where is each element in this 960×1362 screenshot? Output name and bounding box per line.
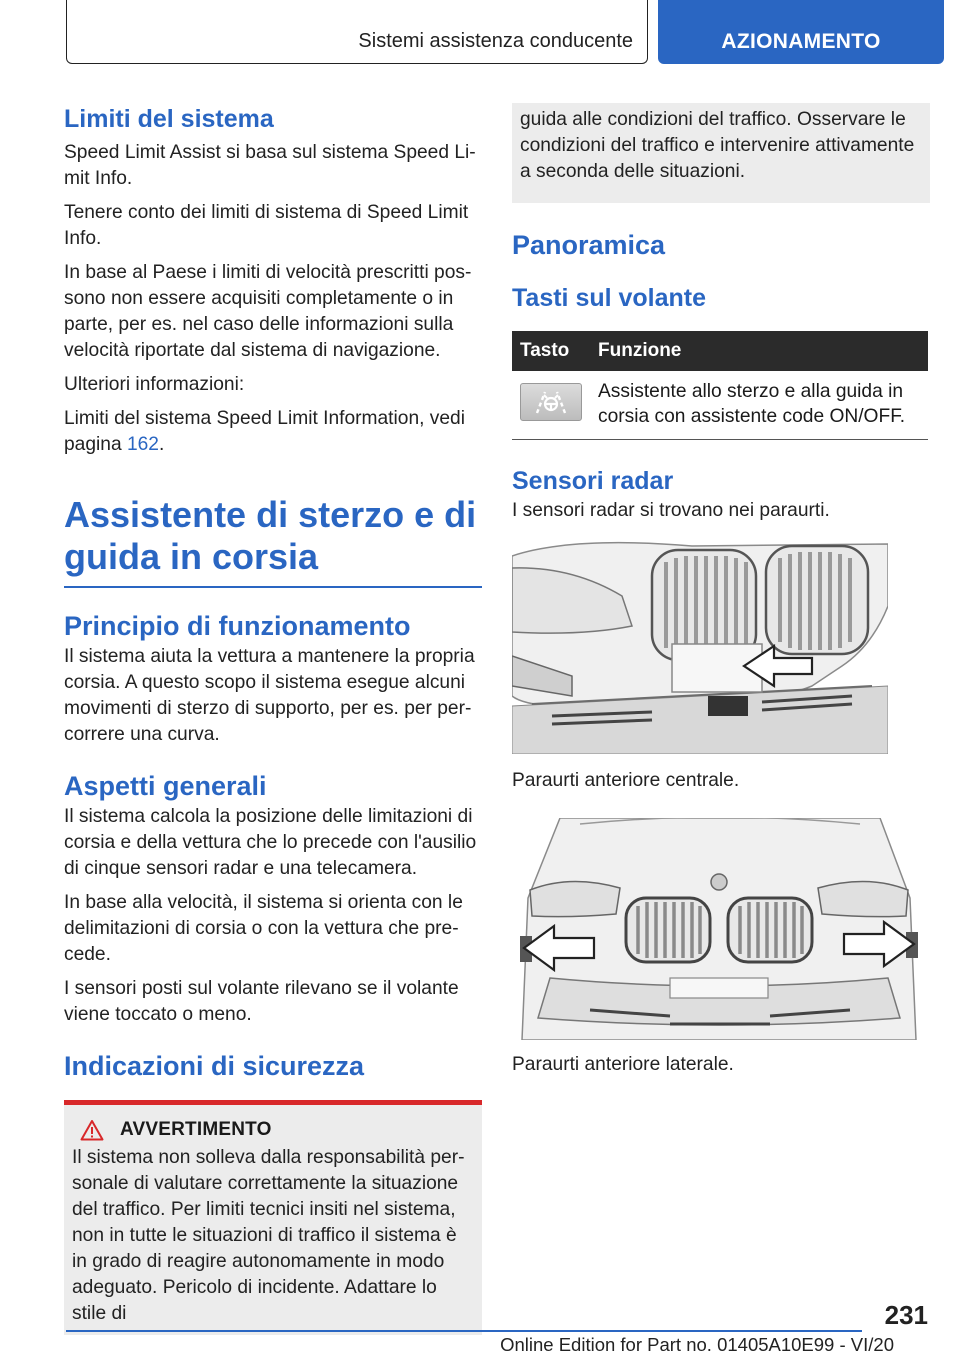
footer-rule xyxy=(66,1330,862,1332)
limits-heading: Limiti del sistema xyxy=(64,105,274,133)
table-row xyxy=(512,371,928,440)
limits-paragraph-3: In base al Paese i limiti di velocità prescritti possono non essere acquisiti completamente o in parte, per es. nel caso delle informazioni sulla velocità riportate dal sistema di navigazione. xyxy=(64,262,472,361)
table-cell-key xyxy=(512,371,590,440)
limits-paragraph-4: Ulteriori informazioni: xyxy=(64,374,245,395)
keys-heading: Tasti sul volante xyxy=(512,284,707,312)
warning-box xyxy=(64,1105,482,1335)
limits-paragraph-1: Speed Limit Assist si basa sul sistema Speed Limit Info. xyxy=(64,142,476,189)
warning-box-continued xyxy=(512,103,930,203)
general-paragraph-1: Il sistema calcola la posizione delle limitazioni di corsia e della vettura che lo precede con l'ausilio di cinque sensori radar e una telecamera. xyxy=(64,805,477,879)
radar-heading: Sensori radar xyxy=(512,467,674,495)
limits-paragraph-5-end: . xyxy=(158,434,165,455)
page-number: 231 xyxy=(884,1300,928,1330)
header-chapter-title: AZIONAMENTO xyxy=(721,30,881,53)
principle-paragraph: Il sistema aiuta la vettura a mantenere la propria corsia. A questo scopo il sistema esegue alcuni movimenti di sterzo di supporto, per es. per percorrere una curva. xyxy=(64,645,475,745)
kidney-grille-left xyxy=(626,898,710,962)
warning-triangle-icon xyxy=(80,1119,104,1141)
radar-paragraph: I sensori radar si trovano nei paraurti. xyxy=(512,500,830,521)
general-paragraph-2: In base alla velocità, il sistema si orienta con le delimitazioni di corsia o con la vettura che precede. xyxy=(64,891,463,965)
keys-table-header-key: Tasto xyxy=(512,331,590,371)
limits-paragraph-2: Tenere conto dei limiti di sistema di Speed Limit Info. xyxy=(64,202,469,249)
kidney-grille-right xyxy=(728,898,812,962)
lane-assist-button-icon xyxy=(520,383,582,421)
keys-table xyxy=(512,331,928,440)
kidney-grille-right xyxy=(766,546,868,654)
warning-text: Il sistema non solleva dalla responsabilità personale di valutare correttamente la situazione del traffico. Per limiti tecnici insiti nel sistema, non in tutte le situazioni di traffico il sistema è in grado di reagire autonomamente in modo adeguato. Pericolo di incidente. Adattare lo stile di xyxy=(72,1146,465,1324)
limits-paragraph-5 xyxy=(64,406,482,458)
footer-edition: Online Edition for Part no. 01405A10E99 - VI/20 xyxy=(500,1334,894,1355)
header-section-tab xyxy=(66,0,648,64)
page-reference-link[interactable]: 162 xyxy=(126,434,159,455)
general-heading: Aspetti generali xyxy=(64,770,267,801)
right-column xyxy=(512,103,930,1078)
caption-center-bumper: Paraurti anteriore centrale. xyxy=(512,770,740,791)
limits-paragraph-5-text: Limiti del sistema Speed Limit Information, vedi pagina xyxy=(64,408,465,455)
warning-header xyxy=(80,1119,474,1141)
lane-assist-symbol-icon xyxy=(531,389,571,415)
principle-heading: Principio di funzionamento xyxy=(64,610,411,641)
safety-heading: Indicazioni di sicurezza xyxy=(64,1050,365,1081)
header-section-title: Sistemi assistenza conducente xyxy=(358,30,633,52)
overview-heading: Panoramica xyxy=(512,230,666,260)
header-chapter-tab[interactable] xyxy=(658,0,944,64)
caption-side-bumper: Paraurti anteriore laterale. xyxy=(512,1054,734,1075)
keys-table-header-function: Funzione xyxy=(590,331,928,371)
left-column xyxy=(64,100,482,1335)
side-bumper-image xyxy=(520,818,918,1040)
warning-title: AVVERTIMENTO xyxy=(120,1118,272,1140)
main-heading: Assistente di sterzo e di guida in corsia xyxy=(64,494,477,577)
center-bumper-image xyxy=(512,536,888,754)
warning-text-continued: guida alle condizioni del traffico. Osservare le condizioni del traffico e intervenire attivamente a seconda delle situazioni. xyxy=(520,109,915,182)
table-cell-function: Assistente allo sterzo e alla guida in corsia con assistente code ON/OFF. xyxy=(590,371,928,440)
keys-table-header-row xyxy=(512,331,928,371)
general-paragraph-3: I sensori posti sul volante rilevano se il volante viene toccato o meno. xyxy=(64,977,459,1025)
main-heading-rule xyxy=(64,586,482,588)
